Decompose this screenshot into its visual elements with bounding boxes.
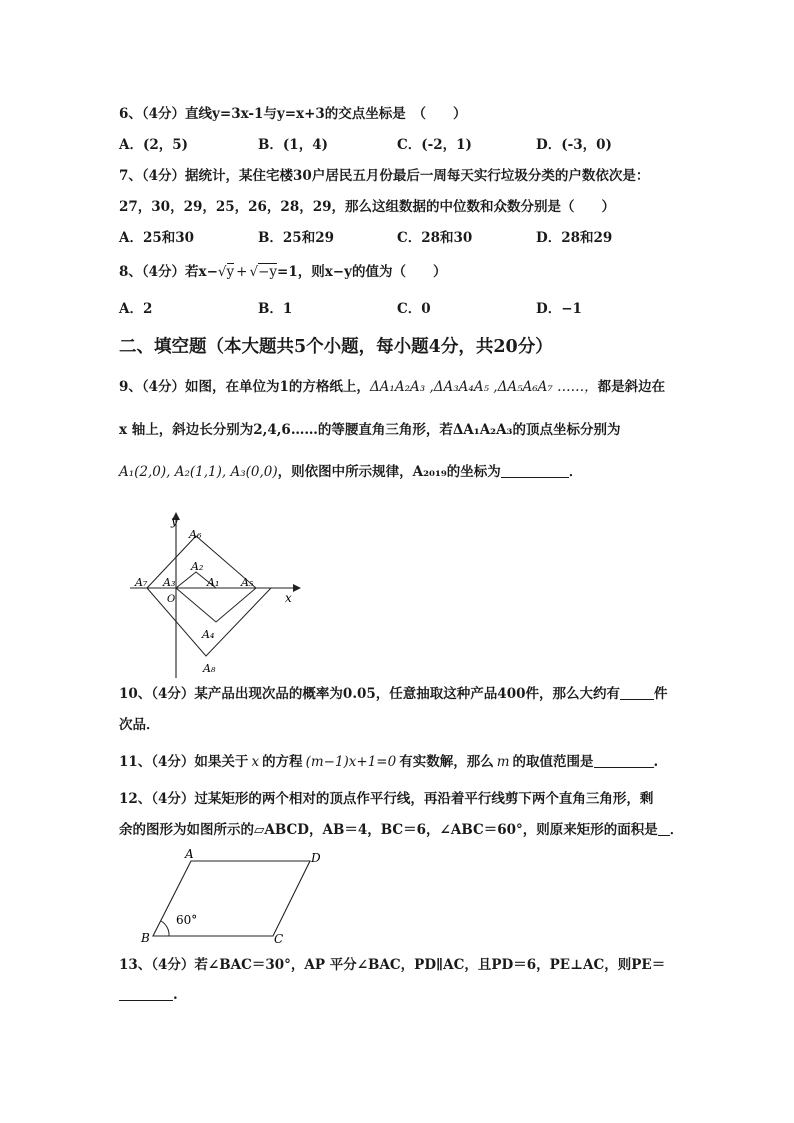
q12-line1: 12、（4分）过某矩形的两个相对的顶点作平行线，再沿着平行线剪下两个直角三角形，剩: [119, 791, 654, 807]
q8-option-b: B．1: [258, 301, 293, 317]
q9-line2: x 轴上，斜边长分别为2,4,6……的等腰直角三角形，若ΔA₁A₂A₃的顶点坐标分别为: [119, 422, 621, 438]
label-a8: A₈: [203, 662, 216, 675]
q7-stem-line1: 7、（4分）据统计，某住宅楼30户居民五月份最后一周每天实行垃圾分类的户数依次是：: [119, 168, 650, 184]
angle-label-60: 60°: [176, 913, 198, 927]
q9-figure: [125, 508, 305, 683]
q8-sqrt2: −y: [258, 264, 278, 280]
q8-stem: [119, 262, 446, 282]
q9-line1-prefix: 9、（4分）如图，在单位为1的方格纸上，: [119, 379, 370, 395]
q8-option-d: D．−1: [536, 301, 582, 317]
label-a1: A₁: [207, 576, 220, 589]
q9-answer-blank[interactable]: [501, 463, 569, 478]
q8-option-c: C．0: [397, 301, 431, 317]
q11-answer-blank[interactable]: [594, 753, 654, 768]
q6-option-d: D．(-3，0): [536, 137, 612, 153]
label-a3: A₃: [163, 576, 176, 589]
q9-coords: A₁(2,0), A₂(1,1), A₃(0,0): [119, 464, 278, 480]
q11-mid: 的方程: [262, 754, 303, 770]
label-a2: A₂: [191, 560, 204, 573]
q13-line1: 13、（4分）若∠BAC＝30°，AP 平分∠BAC，PD∥AC，且PD＝6，PE⊥AC，则PE＝: [119, 957, 666, 973]
q12-line2: [119, 820, 683, 840]
label-a7: A₇: [135, 576, 148, 589]
q7-option-c: C．28和30: [397, 230, 473, 246]
q9-line3: [119, 462, 582, 482]
q8-sqrt1: y: [226, 264, 235, 280]
label-a5: A₅: [241, 576, 254, 589]
origin-label: O: [167, 594, 176, 605]
sqrt-icon: √: [249, 264, 259, 280]
label-b: B: [141, 931, 150, 945]
q11-line: [119, 752, 658, 772]
q12-figure: [138, 848, 338, 948]
q13-line2: [119, 985, 178, 1005]
label-c: C: [274, 932, 284, 946]
sqrt-icon: √: [217, 264, 227, 280]
q7-option-a: A．25和30: [119, 230, 195, 246]
q8-plus: +: [236, 264, 248, 280]
q11-suffix: 的取值范围是: [512, 754, 594, 770]
q6-option-a: A．(2，5): [119, 137, 189, 153]
q9-line1-suffix: 都是斜边在: [597, 379, 666, 395]
q11-prefix: 11、（4分）如果关于: [119, 754, 249, 770]
q9-triangles: ΔA₁A₂A₃ ,ΔA₃A₄A₅ ,ΔA₅A₆A₇ ……，: [369, 379, 598, 395]
section-heading-fill-in: 二、填空题（本大题共5个小题，每小题4分，共20分）: [119, 337, 553, 357]
label-a4: A₄: [202, 628, 215, 641]
q6-option-b: B．(1，4): [258, 137, 328, 153]
x-axis-arrow-icon: [293, 584, 301, 592]
q10-line1-text: 10、（4分）某产品出现次品的概率为0.05，任意抽取这种产品400件，那么大约有: [119, 686, 620, 702]
y-axis-label: y: [171, 514, 178, 528]
q11-var-m: m: [496, 754, 510, 770]
triangle-a7a8a9: [147, 588, 271, 656]
q9-line3-end: ．: [568, 464, 583, 480]
q7-stem-line2: 27，30，29，25，26，28，29，那么这组数据的中位数和众数分别是（ ）: [119, 199, 616, 215]
q11-var-x: x: [251, 754, 260, 770]
q7-option-b: B．25和29: [258, 230, 334, 246]
q12-answer-blank[interactable]: [658, 821, 670, 836]
label-a6: A₆: [189, 528, 202, 541]
label-a: A: [185, 848, 194, 861]
q10-line1-end: 件: [654, 686, 668, 702]
q9-line3-suffix: ，则依图中所示规律，A₂₀₁₉的坐标为: [277, 464, 501, 480]
q7-option-d: D．28和29: [536, 230, 613, 246]
q8-stem-prefix: 8、（4分）若x−: [119, 264, 218, 280]
q10-answer-blank[interactable]: [620, 685, 654, 700]
angle-arc: [161, 921, 169, 936]
q6-stem: 6、（4分）直线y=3x-1与y=x+3的交点坐标是 （ ）: [119, 106, 467, 122]
q12-line2-end: ．: [669, 822, 684, 838]
label-d: D: [311, 851, 321, 865]
q8-stem-suffix: =1，则x−y的值为（ ）: [277, 264, 447, 280]
q12-line2-text: 余的图形为如图所示的▱ABCD，AB＝4，BC＝6，∠ABC＝60°，则原来矩形的面积是: [119, 822, 658, 838]
q6-option-c: C．(-2，1): [397, 137, 472, 153]
x-axis-label: x: [285, 591, 292, 605]
q11-mid2: 有实数解，那么: [399, 754, 494, 770]
q8-option-a: A．2: [119, 301, 153, 317]
q13-answer-blank[interactable]: [119, 986, 173, 1001]
q10-line2: 次品．: [119, 717, 160, 733]
q10-line1: [119, 684, 668, 704]
q11-equation: (m−1)x+1=0: [305, 754, 397, 770]
q13-line2-end: .: [173, 987, 178, 1003]
q9-line1: [119, 377, 665, 397]
q11-end: .: [653, 754, 659, 770]
